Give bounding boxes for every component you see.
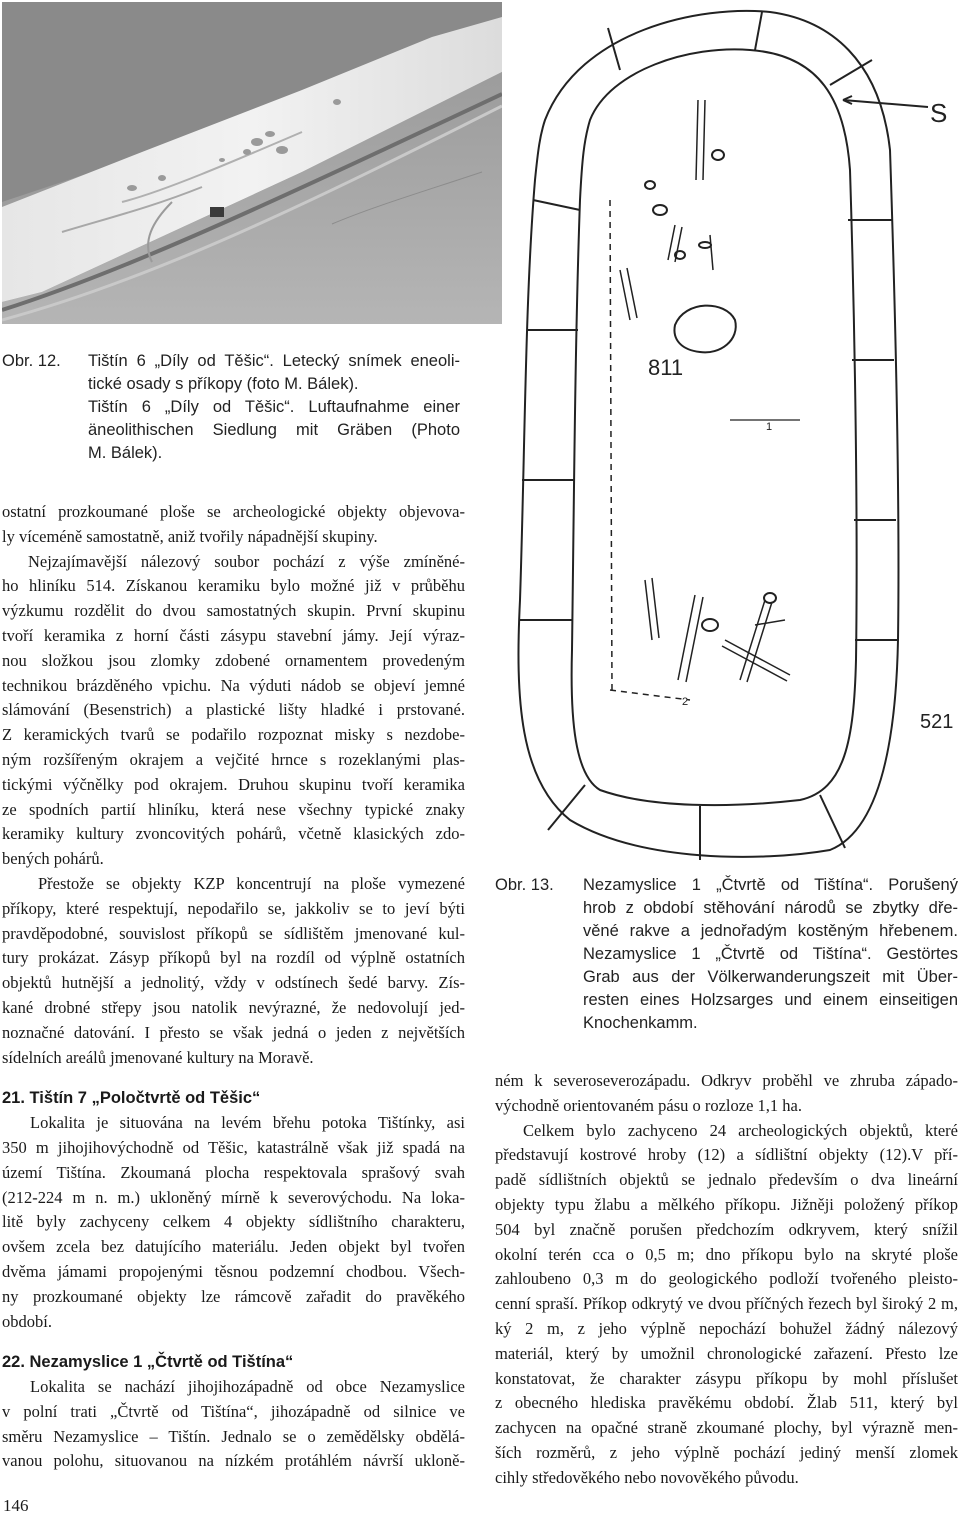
text-line: ovšem zcela bez datujícího materiálu. Jeden objekt byl tvořen bbox=[2, 1237, 465, 1257]
section-22-heading: 22. Nezamyslice 1 „Čtvrtě od Tištína“ bbox=[2, 1353, 294, 1372]
text-line: tury prokázat. Zásyp příkopů byl na rozdíl od výplně ostatních bbox=[2, 948, 465, 968]
figure12-caption-line: Tištín 6 „Díly od Těšic“. Letecký snímek eneoli- bbox=[88, 352, 460, 370]
text-line: ho hliníku 514. Získanou keramiku bylo možné již v průběhu bbox=[2, 576, 465, 596]
text-line: ostatní prozkoumané ploše se archeologické objekty objevova- bbox=[2, 502, 465, 521]
figure13-caption-line: věné rakve a jednořadým kostěným hřebenem. bbox=[583, 922, 958, 940]
text-line: Lokalita je situována na levém břehu potoka Tištínky, asi bbox=[30, 1113, 465, 1133]
text-line: okolní terén cca o 0,5 m; dno příkopu bylo na skryté ploše bbox=[495, 1244, 958, 1264]
text-line: technikou brázděného vpichu. Na výduti nádob se objeví jemné bbox=[2, 675, 465, 695]
figure13-caption-line: Nezamyslice 1 „Čtvrtě od Tištína“. Gestörtes bbox=[583, 945, 958, 963]
text-line: sídelních areálů jmenované kultury na Moravě. bbox=[2, 1047, 314, 1067]
figure12-caption-line: M. Bálek). bbox=[88, 444, 163, 462]
text-line: ký 2 m, z jeho výplně nepochází bohužel žádný nálezový bbox=[495, 1318, 958, 1338]
feature-number-label: 521 bbox=[920, 711, 954, 733]
text-line: příkopy, které respektují, nepodařilo se, jakkoliv se to jeví býti bbox=[2, 898, 465, 918]
text-line: litě byly zachyceny celkem 4 objekty sídlištního charakteru, bbox=[2, 1212, 465, 1232]
section-21-heading: 21. Tištín 7 „Poločtvrtě od Těšic“ bbox=[2, 1089, 261, 1108]
text-line: cihly středověkého nebo novověkého původu. bbox=[495, 1467, 799, 1487]
north-arrow bbox=[843, 100, 928, 107]
text-line: (212-224 m n. m.) ukloněný mírně k severovýchodu. Na loka- bbox=[2, 1187, 465, 1207]
figure12-caption-line: äneolithischen Siedlung mit Gräben (Photo bbox=[88, 421, 460, 439]
text-line: Nejzajímavější nálezový soubor pochází z výše zmíněné- bbox=[28, 551, 465, 571]
text-line: vanou polohu, situovanou na nízkém protáhlém návrší ukloně- bbox=[2, 1451, 465, 1471]
grave-drawing bbox=[500, 0, 960, 862]
text-line: dvěma jámami propojenými těsnou podzemní chodbou. Všech- bbox=[2, 1261, 465, 1281]
text-line: ny prozkoumané objekty lze rámcově zařadit do pravěkého bbox=[2, 1286, 465, 1306]
text-line: nou složkou jsou zlomky zdobené ornamentem provedeným bbox=[2, 650, 465, 670]
text-line: výzkumu rozdělit do dvou samostatných skupin. První skupinu bbox=[2, 601, 465, 621]
figure13-caption-line: resten eines Holzsarges und einem einseitigen bbox=[583, 991, 958, 1009]
text-line: území Tištína. Zkoumaná plocha respektovala sprašový svah bbox=[2, 1162, 465, 1182]
text-line: keramiky kultury zvoncovitých pohárů, včetně klasických zdo- bbox=[2, 824, 465, 844]
left-para1 bbox=[2, 500, 465, 872]
figure13-caption-line: Nezamyslice 1 „Čtvrtě od Tištína“. Porušený bbox=[583, 876, 958, 894]
text-line: padě sídlištních objektů se jednalo především o dva lineární bbox=[495, 1170, 958, 1190]
text-line: tvoří keramika z horní části zásypu stavební jámy. Její výraz- bbox=[2, 625, 465, 645]
right-column bbox=[495, 1069, 958, 1491]
figure13-caption-line: Grab aus der Völkerwanderungszeit mit Über- bbox=[583, 968, 958, 986]
left-para2 bbox=[2, 872, 465, 1070]
text-line: objekty typu žlabu a mělkého příkopu. Jižněji položený příkop bbox=[495, 1194, 958, 1214]
text-line: v polní trati „Čtvrtě od Tištína“, jihozápadně od silnice ve bbox=[2, 1401, 465, 1421]
left-column bbox=[2, 500, 465, 1474]
left-para4 bbox=[2, 1375, 465, 1474]
text-line: cenní spraší. Příkop odkrytý ve dvou příčných řezech byl široký 2 m, bbox=[495, 1294, 958, 1314]
marker-1-label: 1 bbox=[766, 421, 773, 433]
right-para2 bbox=[495, 1119, 958, 1491]
text-line: představují kostrové hroby (12) a sídlištní objekty (12).V pří- bbox=[495, 1145, 958, 1165]
figure13-label: Obr. 13. bbox=[495, 876, 554, 894]
text-line: ly víceméně samostatně, aniž tvořily nápadnější skupiny. bbox=[2, 526, 378, 546]
text-line: materiál, který by umožnil chronologické zařazení. Přesto lze bbox=[495, 1343, 958, 1363]
text-line: ze spodních partií hliníku, která nese všechny typické znaky bbox=[2, 799, 465, 819]
coffin-outline bbox=[572, 49, 857, 805]
text-line: východně orientovaném pásu o rozloze 1,1 ha. bbox=[495, 1095, 802, 1115]
figure13-caption-line: hrob z období stěhování národů se zbytky dře- bbox=[583, 899, 958, 917]
text-line: Lokalita se nachází jihojihozápadně od obce Nezamyslice bbox=[30, 1377, 465, 1397]
figure13-caption-line: Knochenkamm. bbox=[583, 1014, 698, 1032]
text-line: tickými výčnělky pod okrajem. Druhou skupinu tvoří keramika bbox=[2, 774, 465, 794]
text-line: 504 byl značně porušen předchozím odkryvem, který snížil bbox=[495, 1219, 958, 1239]
text-line: ném k severoseverozápadu. Odkryv proběhl ve zhruba západo- bbox=[495, 1071, 958, 1090]
text-line: z obecného hlediska pravěkému období. Žlab 511, který byl bbox=[495, 1393, 958, 1413]
text-line: konstatovat, že charakter zásypu příkopu by mohl příslušet bbox=[495, 1368, 958, 1388]
text-line: zachycen na opačné straně zkoumané plochy, byl výrazně men- bbox=[495, 1418, 958, 1438]
text-line: období. bbox=[2, 1311, 52, 1331]
text-line: ným rozšířeným okrajem a vejčité hrnce s rozeklanými plas- bbox=[2, 749, 465, 769]
left-para3 bbox=[2, 1111, 465, 1334]
text-line: noznačné datování. I přesto se však jedná o jeden z největších bbox=[2, 1022, 465, 1042]
text-line: pravděpodobné, souvislost příkopů se sídlištěm jmenované kul- bbox=[2, 923, 465, 943]
text-line: zahloubeno 0,3 m do geologického podloží tvořeného pleisto- bbox=[495, 1269, 958, 1289]
north-label: S bbox=[930, 98, 948, 128]
figure12-caption-line: Tištín 6 „Díly od Těšic“. Luftaufnahme einer bbox=[88, 398, 460, 416]
aerial-photo bbox=[2, 2, 502, 324]
right-para1 bbox=[495, 1069, 958, 1119]
page-number: 146 bbox=[3, 1496, 29, 1515]
text-line: Přestože se objekty KZP koncentrují na ploše vymezené bbox=[38, 873, 465, 893]
text-line: směru Nezamyslice – Tištín. Jednalo se o zemědělsky obdělá- bbox=[2, 1426, 465, 1446]
text-line: bených pohárů. bbox=[2, 849, 104, 869]
text-line: ších rozměrů, z jeho výplně pochází jediný menší zlomek bbox=[495, 1442, 958, 1462]
marker-2-label: 2 bbox=[682, 696, 689, 708]
text-line: Celkem bylo zachyceno 24 archeologických objektů, které bbox=[523, 1120, 958, 1140]
grave-number-label: 811 bbox=[648, 355, 684, 380]
figure12-label: Obr. 12. bbox=[2, 352, 61, 370]
text-line: slámování (Besenstrich) a plastické lišty hladké i prstované. bbox=[2, 700, 465, 720]
text-line: 350 m jihojihovýchodně od Těšic, katastrálně však již spadá na bbox=[2, 1137, 465, 1157]
skull bbox=[674, 306, 735, 353]
text-line: kané drobné střepy jsou natolik nevýrazné, že nedovolují jed- bbox=[2, 997, 465, 1017]
text-line: Z keramických tvarů se podařilo rozpoznat misky s nezdobe- bbox=[2, 725, 465, 745]
text-line: objektů hutnější a jednolitý, vždy v odstínech šedé barvy. Zís- bbox=[2, 973, 465, 993]
figure12-caption-line: tické osady s příkopy (foto M. Bálek). bbox=[88, 375, 359, 393]
